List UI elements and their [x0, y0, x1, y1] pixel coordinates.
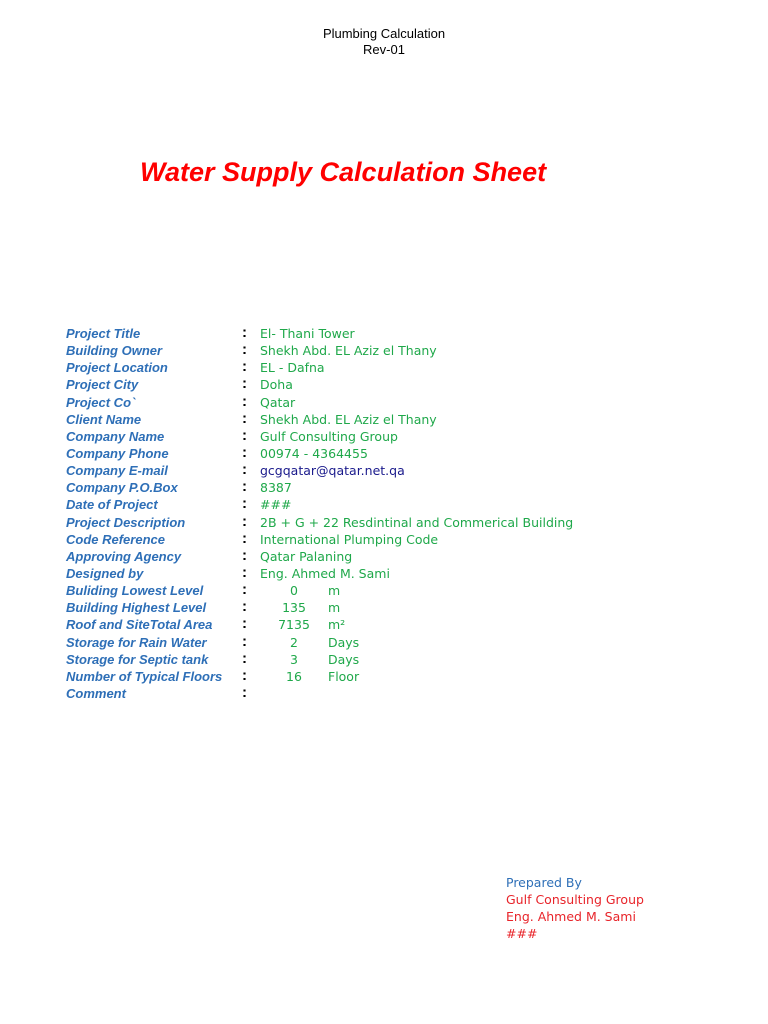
measurement-row-typical-floors [66, 668, 686, 685]
field-colon: : [242, 375, 247, 393]
field-colon: : [242, 358, 247, 376]
document-header [0, 26, 768, 58]
field-colon: : [242, 683, 247, 701]
field-label: Building Owner [66, 343, 163, 359]
field-colon: : [242, 598, 247, 616]
field-colon: : [242, 443, 247, 461]
field-label: Project City [66, 377, 139, 393]
measurement-row-septic-tank-storage [66, 651, 686, 668]
field-value: Doha [260, 377, 293, 393]
field-colon: : [242, 546, 247, 564]
field-label: Company E-mail [66, 463, 168, 479]
measurement-unit: m² [328, 617, 346, 633]
field-colon: : [242, 426, 247, 444]
measurement-value: 16 [286, 668, 302, 684]
field-label: Approving Agency [66, 548, 182, 564]
field-label: Project Title [66, 326, 141, 341]
measurement-unit: Days [328, 651, 360, 667]
field-row-project-country [66, 394, 686, 411]
field-row-designed-by [66, 565, 686, 582]
field-value: EL - Dafna [260, 360, 325, 376]
field-value: Gulf Consulting Group [260, 428, 398, 444]
field-row-project-title [66, 325, 686, 342]
measurement-row-rain-water-storage [66, 634, 686, 651]
measurement-label: Buliding Lowest Level [66, 583, 204, 599]
field-value: 00974 - 4364455 [260, 445, 368, 461]
field-value: 2B + G + 22 Resdintinal and Commerical Building [260, 514, 574, 530]
field-row-company-phone [66, 445, 686, 462]
measurement-unit: Floor [328, 668, 360, 684]
field-value: Shekh Abd. EL Aziz el Thany [260, 343, 437, 359]
field-label: Date of Project [66, 497, 158, 513]
field-colon: : [242, 324, 247, 341]
field-colon: : [242, 409, 247, 427]
measurement-label: Number of Typical Floors [66, 668, 223, 684]
measurement-value: 2 [290, 634, 298, 650]
field-row-comment [66, 685, 686, 702]
field-value: ### [260, 497, 292, 513]
field-row-project-location [66, 359, 686, 376]
header-title: Plumbing Calculation [322, 26, 446, 41]
field-label: Project Description [66, 514, 186, 530]
field-colon: : [242, 392, 247, 410]
field-colon: : [242, 581, 247, 599]
field-colon: : [242, 649, 247, 667]
comment-label: Comment [66, 685, 126, 701]
field-value: Eng. Ahmed M. Sami [260, 565, 390, 581]
field-value: El- Thani Tower [260, 326, 355, 341]
email-link[interactable]: gcgqatar@qatar.net.qa [260, 463, 405, 479]
header-revision: Rev-01 [363, 42, 405, 57]
project-info-table [66, 325, 686, 702]
field-row-building-owner [66, 342, 686, 359]
prepared-by-date: ### [506, 926, 538, 941]
field-colon: : [242, 461, 247, 479]
measurement-unit: m [328, 600, 341, 616]
field-value: International Plumping Code [260, 531, 439, 547]
field-row-project-description [66, 514, 686, 531]
measurement-label: Storage for Rain Water [66, 634, 207, 650]
field-label: Company Name [66, 428, 165, 444]
field-row-client-name [66, 411, 686, 428]
prepared-by-label: Prepared By [506, 875, 582, 890]
measurement-label: Roof and SiteTotal Area [66, 617, 213, 633]
field-colon: : [242, 563, 247, 581]
prepared-by-engineer: Eng. Ahmed M. Sami [506, 909, 636, 924]
field-value: Qatar [260, 394, 296, 410]
prepared-by-company: Gulf Consulting Group [506, 892, 644, 907]
field-label: Company P.O.Box [66, 480, 178, 496]
measurement-label: Storage for Septic tank [66, 651, 209, 667]
field-label: Code Reference [66, 531, 165, 547]
sheet-title: Water Supply Calculation Sheet [140, 157, 547, 187]
field-label: Project Co` [66, 394, 136, 410]
field-label: Company Phone [66, 445, 169, 461]
field-colon: : [242, 478, 247, 496]
field-colon: : [242, 495, 247, 513]
field-colon: : [242, 615, 247, 633]
measurement-value: 3 [290, 651, 298, 667]
measurement-label: Building Highest Level [66, 600, 207, 616]
field-row-project-city [66, 376, 686, 393]
field-label: Client Name [66, 411, 142, 427]
field-label: Project Location [66, 360, 168, 376]
measurement-value: 7135 [278, 617, 310, 633]
field-value: Shekh Abd. EL Aziz el Thany [260, 411, 437, 427]
prepared-by-block [506, 874, 644, 942]
field-row-date-of-project [66, 496, 686, 513]
measurement-unit: m [328, 583, 341, 599]
field-row-code-reference [66, 531, 686, 548]
measurement-unit: Days [328, 634, 360, 650]
field-value: Qatar Palaning [260, 548, 353, 564]
field-row-company-pobox [66, 479, 686, 496]
measurement-row-lowest-level [66, 582, 686, 599]
measurement-value: 0 [290, 583, 298, 599]
field-colon: : [242, 632, 247, 650]
measurement-row-highest-level [66, 599, 686, 616]
field-row-company-email [66, 462, 686, 479]
field-colon: : [242, 529, 247, 547]
field-value: 8387 [260, 480, 292, 496]
field-row-approving-agency [66, 548, 686, 565]
measurement-value: 135 [282, 600, 306, 616]
field-colon: : [242, 512, 247, 530]
field-row-company-name [66, 428, 686, 445]
field-colon: : [242, 666, 247, 684]
measurement-row-total-area [66, 616, 686, 633]
field-label: Designed by [66, 565, 144, 581]
field-colon: : [242, 341, 247, 359]
